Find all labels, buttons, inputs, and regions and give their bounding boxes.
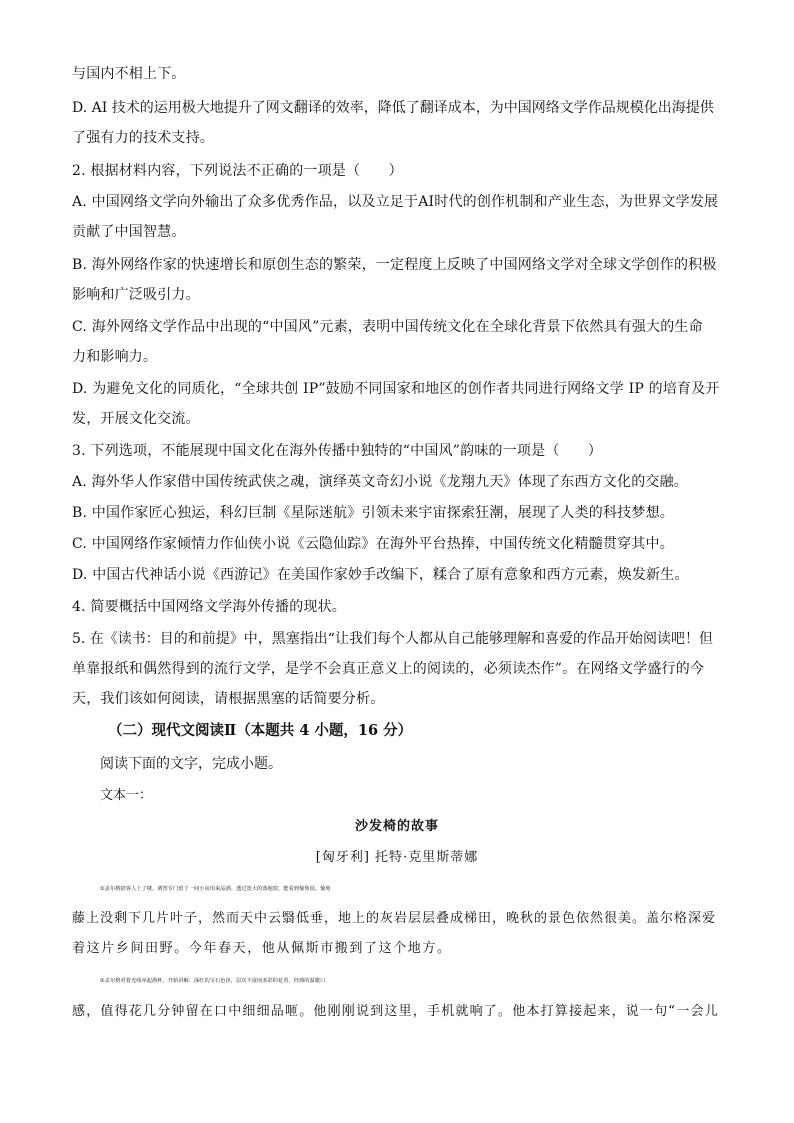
q2-option-c-line1: C. 海外网络文学作品中出现的“中国风”元素，表明中国传统文化在全球化背景下依然具有强大的生命 — [72, 319, 703, 335]
q5-line3: 天，我们该如何阅读，请根据黑塞的话简要分析。 — [72, 691, 385, 707]
q3-stem: 3. 下列选项，不能展现中国文化在海外传播中独特的“中国风”韵味的一项是（ ） — [72, 443, 603, 459]
q2-option-b-line2: 影响和广泛吸引力。 — [72, 287, 200, 303]
q2-option-d-line1: D. 为避免文化的同质化，“全球共创 IP”鼓励不同国家和地区的创作者共同进行网络文学 IP 的培育及开 — [72, 381, 720, 397]
story-author: [匈牙利] 托特·克里斯蒂娜 — [315, 850, 479, 865]
q2-option-b-line1: B. 海外网络作家的快速增长和原创生态的繁荣，一定程度上反映了中国网络文学对全球文学创作的积极 — [72, 257, 717, 273]
q1-option-c-continuation: 与国内不相上下。 — [72, 66, 186, 82]
q3-option-a: A. 海外华人作家借中国传统武侠之魂，演绎英文奇幻小说《龙翔九天》体现了东西方文化的交融。 — [72, 474, 689, 490]
q2-option-d-line2: 发，开展文化交流。 — [72, 411, 200, 427]
story-p2-line1: ②盖尔格对着光线举起酒杯，开始讲解：深红的宝石色泽，层次丰富而多彩的花香，经典的温暖口 — [100, 978, 326, 984]
q3-option-b: B. 中国作家匠心独运，科幻巨制《星际迷航》引领未来宇宙探索狂潮，展现了人类的科技梦想。 — [72, 505, 674, 521]
story-p1-line2: 藤上没剩下几片叶子，然而天中云翳低垂，地上的灰岩层层叠成梯田，晚秋的景色依然很美。盖尔格深爱 — [72, 911, 717, 926]
section-heading: （二）现代文阅读Ⅱ（本题共 4 小题，16 分） — [108, 722, 413, 739]
reading-instruction: 阅读下面的文字，完成小题。 — [100, 756, 282, 772]
q1-option-d-line1: D. AI 技术的运用极大地提升了网文翻译的效率，降低了翻译成本，为中国网络文学作品规模化出海提供 — [72, 100, 714, 116]
q4-stem: 4. 简要概括中国网络文学海外传播的现状。 — [72, 599, 347, 615]
q2-option-a-line1: A. 中国网络文学向外输出了众多优秀作品，以及立足于AI时代的创作机制和产业生态，为世界文学发展 — [72, 194, 719, 210]
story-p1-line1: ①盖尔格陪客人上了楼。酒窖专门留了一间小房用来品酒。透过宽大的落地窗，能看到葡萄园。葡萄 — [100, 886, 331, 892]
q5-line1: 5. 在《读书：目的和前提》中，黑塞指出“让我们每个人都从自己能够理解和喜爱的作品开始阅读吧！但 — [72, 631, 713, 647]
q3-option-c: C. 中国网络作家倾情力作仙侠小说《云隐仙踪》在海外平台热捧，中国传统文化精髓贯穿其中。 — [72, 536, 674, 552]
story-p1-line3: 着这片乡间田野。今年春天，他从佩斯市搬到了这个地方。 — [72, 941, 452, 956]
q2-stem: 2. 根据材料内容，下列说法不正确的一项是（ ） — [72, 163, 403, 179]
story-p2-line2: 感，值得花几分钟留在口中细细品咂。他刚刚说到这里，手机就响了。他本打算接起来，说一句“一会儿 — [72, 1004, 719, 1019]
story-title: 沙发椅的故事 — [354, 819, 439, 834]
q2-option-c-line2: 力和影响力。 — [72, 349, 158, 365]
q1-option-d-line2: 了强有力的技术支持。 — [72, 130, 214, 146]
q5-line2: 单靠报纸和偶然得到的流行文学，是学不会真正意义上的阅读的，必须读杰作”。在网络文学盛行的今 — [72, 661, 705, 677]
q2-option-a-line2: 贡献了中国智慧。 — [72, 224, 186, 240]
q3-option-d: D. 中国古代神话小说《西游记》在美国作家妙手改编下，糅合了原有意象和西方元素，焕发新生。 — [72, 567, 689, 583]
text-label: 文本一： — [100, 788, 153, 803]
